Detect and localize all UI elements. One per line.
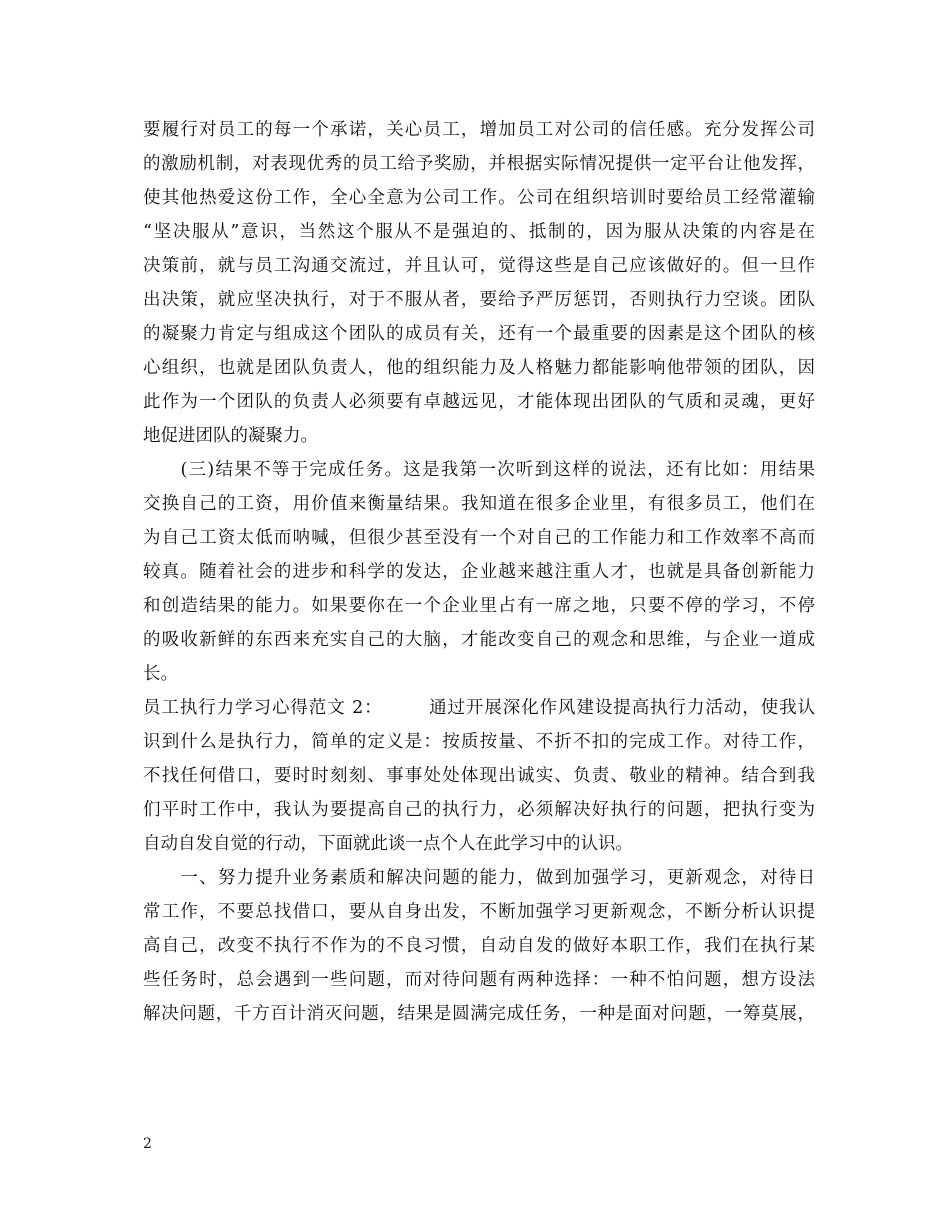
text-line: 长。 (143, 664, 178, 684)
text-line: 员工执行力学习心得范文 2： 通过开展深化作风建设提高执行力活动，使我认 (143, 698, 815, 718)
text-line: 们平时工作中，我认为要提高自己的执行力，必须解决好执行的问题，把执行变为 (143, 800, 815, 820)
text-line: 和创造结果的能力。如果要你在一个企业里占有一席之地，只要不停的学习，不停 (143, 596, 815, 616)
text-line: 的吸收新鲜的东西来充实自己的大脑，才能改变自己的观念和思维，与企业一道成 (143, 630, 815, 650)
text-line: 一、努力提升业务素质和解决问题的能力，做到加强学习，更新观念，对待日 (143, 868, 815, 888)
text-line: 高自己，改变不执行不作为的不良习惯，自动自发的做好本职工作，我们在执行某 (143, 936, 815, 956)
text-line: 此作为一个团队的负责人必须要有卓越远见，才能体现出团队的气质和灵魂，更好 (143, 392, 815, 412)
text-line: 较真。随着社会的进步和科学的发达，企业越来越注重人才，也就是具备创新能力 (143, 562, 815, 582)
text-line: 些任务时，总会遇到一些问题，而对待问题有两种选择：一种不怕问题，想方设法 (143, 970, 815, 990)
text-line: “坚决服从”意识，当然这个服从不是强迫的、抵制的，因为服从决策的内容是在 (143, 222, 815, 242)
text-line: 解决问题，千方百计消灭问题，结果是圆满完成任务，一种是面对问题，一筹莫展， (143, 1004, 815, 1024)
text-line: 的凝聚力肯定与组成这个团队的成员有关，还有一个最重要的因素是这个团队的核 (143, 324, 815, 344)
text-line: (三)结果不等于完成任务。这是我第一次听到这样的说法，还有比如：用结果 (143, 460, 815, 480)
text-line: 不找任何借口，要时时刻刻、事事处处体现出诚实、负责、敬业的精神。结合到我 (143, 766, 815, 786)
text-line: 的激励机制，对表现优秀的员工给予奖励，并根据实际情况提供一定平台让他发挥， (143, 154, 815, 174)
text-line: 地促进团队的凝聚力。 (143, 426, 318, 446)
text-line: 决策前，就与员工沟通交流过，并且认可，觉得这些是自己应该做好的。但一旦作 (143, 256, 815, 276)
page-number: 2 (143, 1136, 152, 1152)
text-line: 心组织，也就是团队负责人，他的组织能力及人格魅力都能影响他带领的团队，因 (143, 358, 815, 378)
text-line: 出决策，就应坚决执行，对于不服从者，要给予严厉惩罚，否则执行力空谈。团队 (143, 290, 815, 310)
text-line: 为自己工资太低而呐喊，但很少甚至没有一个对自己的工作能力和工作效率不高而 (143, 528, 815, 548)
text-line: 要履行对员工的每一个承诺，关心员工，增加员工对公司的信任感。充分发挥公司 (143, 120, 815, 140)
text-line: 自动自发自觉的行动，下面就此谈一点个人在此学习中的认识。 (143, 834, 633, 854)
body-text (143, 113, 815, 1031)
text-line: 使其他热爱这份工作，全心全意为公司工作。公司在组织培训时要给员工经常灌输 (143, 188, 815, 208)
text-line: 常工作，不要总找借口，要从自身出发，不断加强学习更新观念，不断分析认识提 (143, 902, 815, 922)
text-line: 识到什么是执行力，简单的定义是：按质按量、不折不扣的完成工作。对待工作， (143, 732, 815, 752)
text-line: 交换自己的工资，用价值来衡量结果。我知道在很多企业里，有很多员工，他们在 (143, 494, 815, 514)
